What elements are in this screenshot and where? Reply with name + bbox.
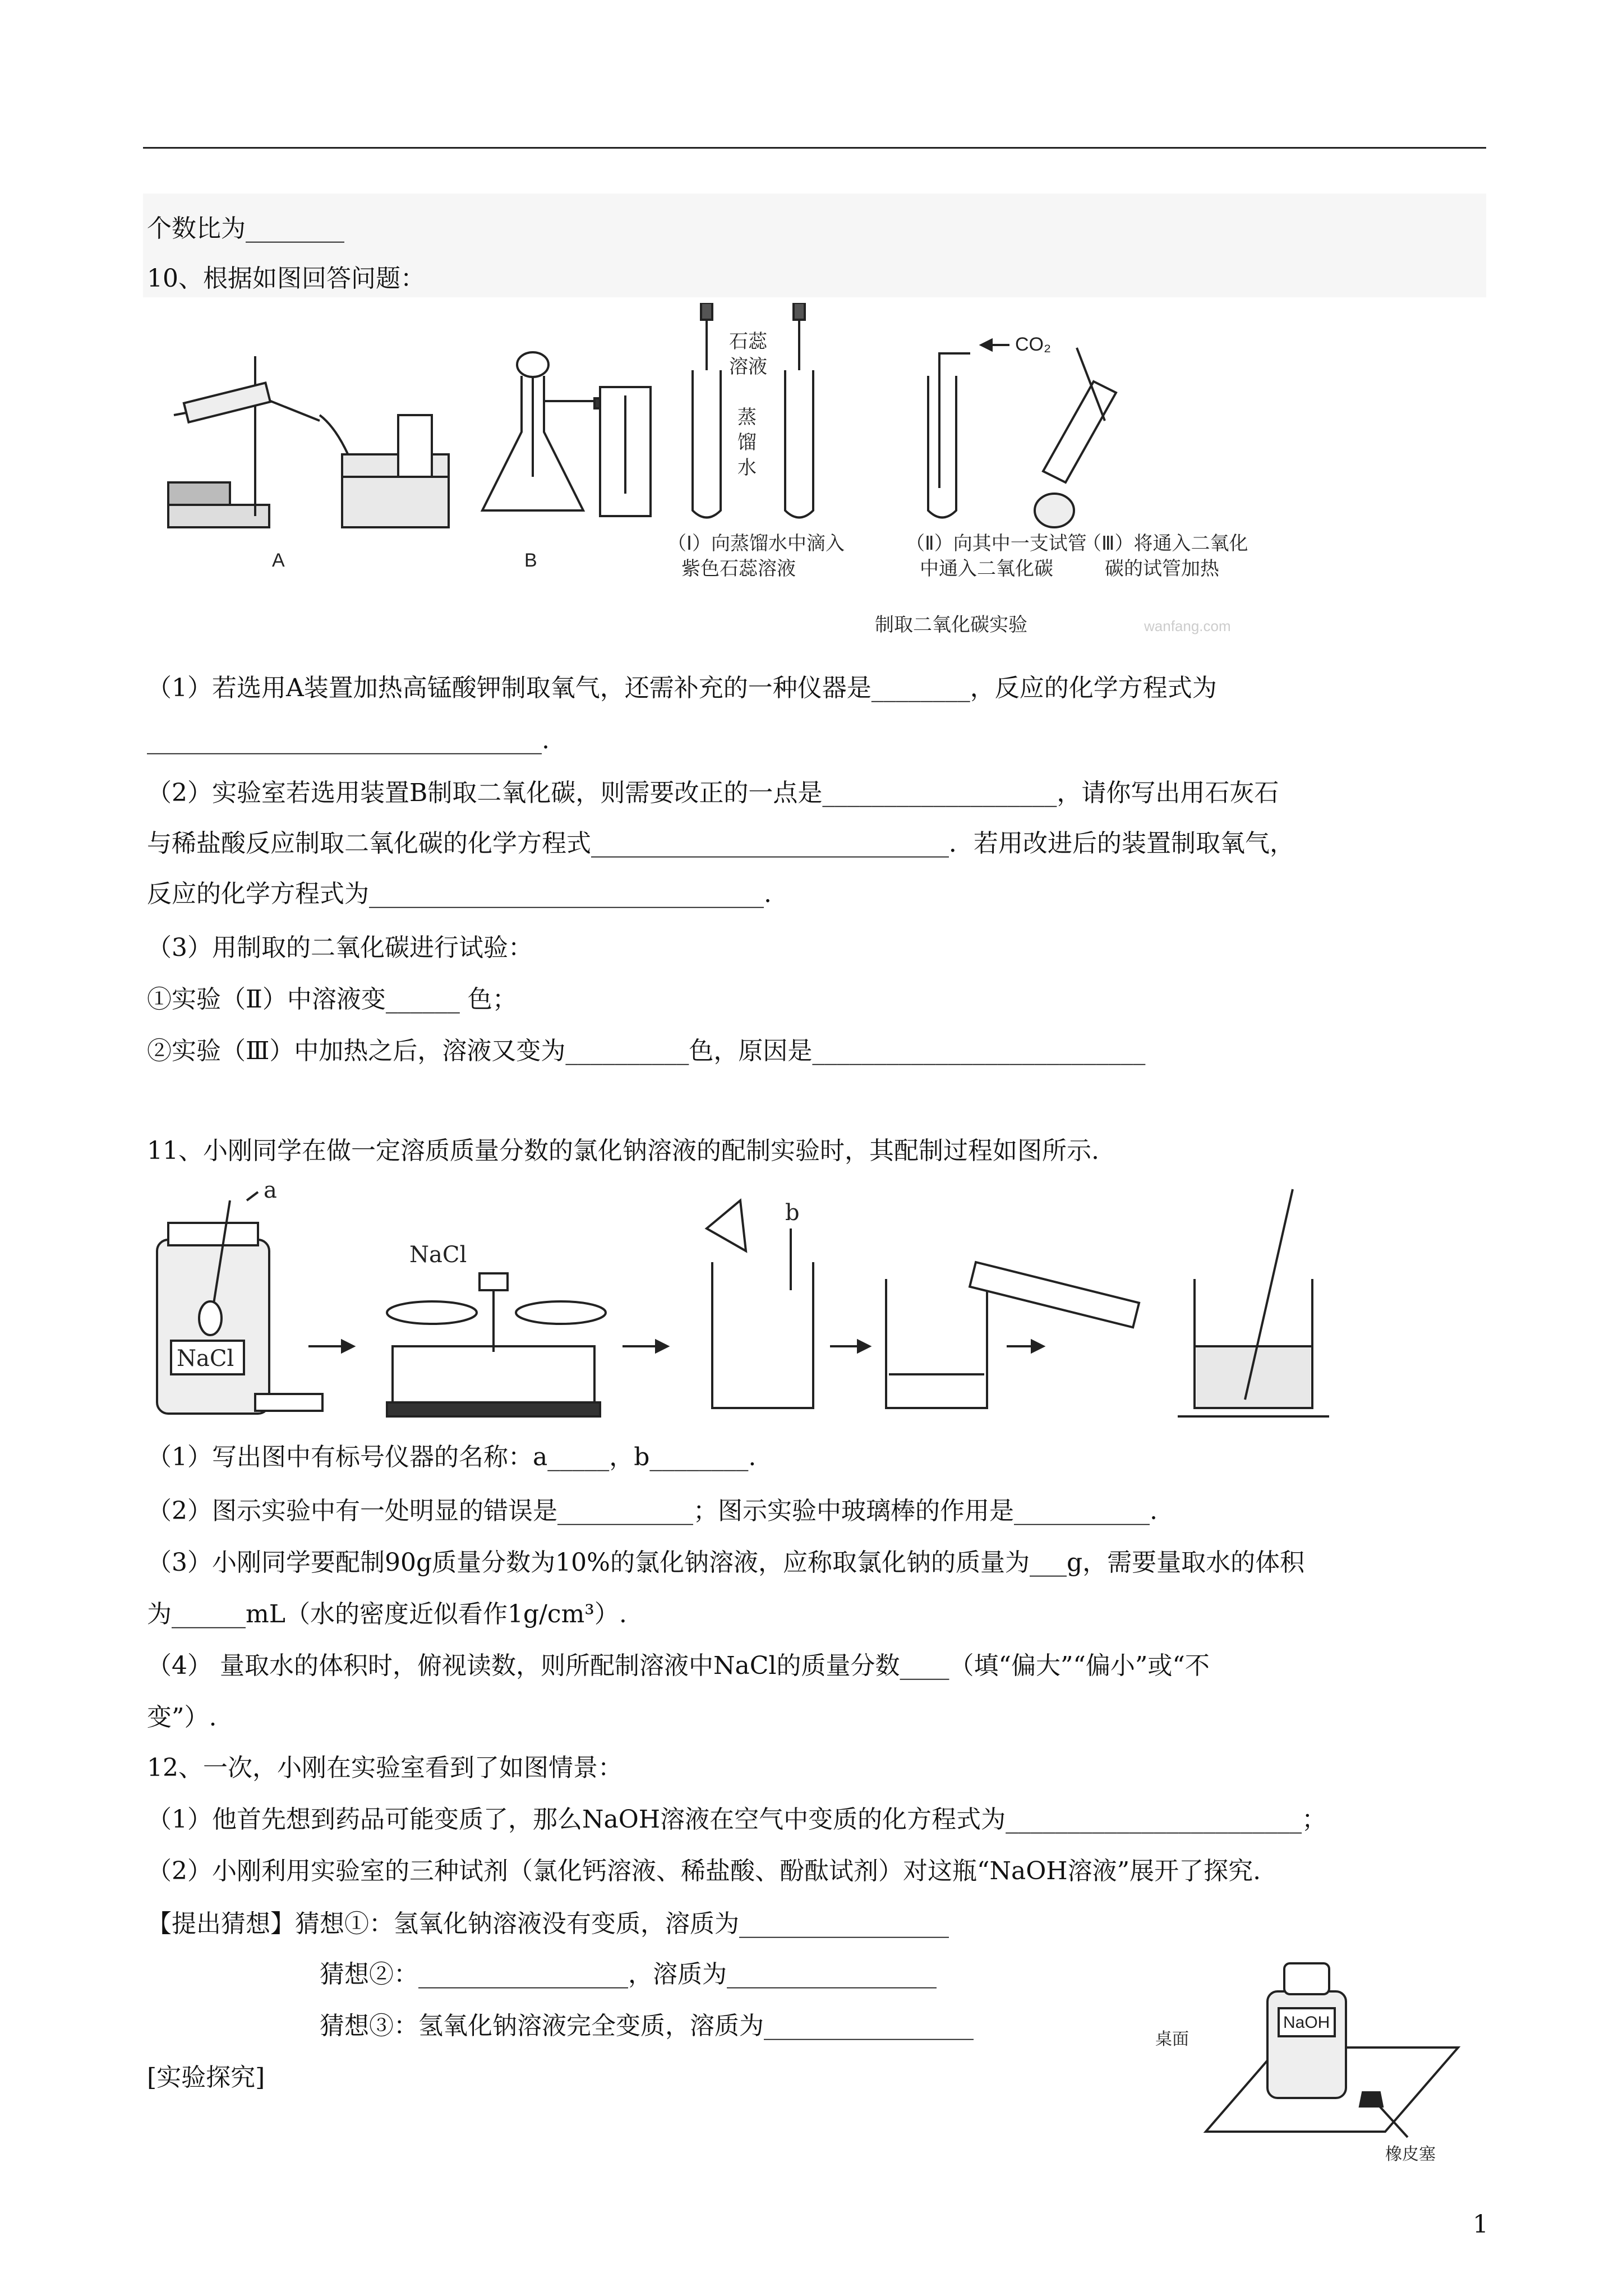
q10-part1-line2: ________________________________. <box>147 726 550 754</box>
water-label-2: 馏 <box>737 432 757 453</box>
water-label-3: 水 <box>737 457 757 478</box>
q10-part2-line3: 反应的化学方程式为________________________________. <box>147 880 772 908</box>
stopper-label: 橡皮塞 <box>1385 2145 1436 2164</box>
q10-part2-line1: （2）实验室若选用装置B制取二氧化碳，则需要改正的一点是___________________，请你写出用石灰石 <box>147 779 1279 807</box>
caption-3-line2: 碳的试管加热 <box>1105 558 1219 579</box>
caption-1-line1: （Ⅰ）向蒸馏水中滴入 <box>667 533 845 554</box>
water-label-1: 蒸 <box>737 407 757 428</box>
q11-part4-line2: 变”）. <box>147 1703 217 1732</box>
q10-part3-a: ①实验（Ⅱ）中溶液变______ 色； <box>147 985 517 1014</box>
q10-part3-title: （3）用制取的二氧化碳进行试验： <box>147 933 533 962</box>
balance-label: NaCl <box>409 1242 467 1268</box>
q11-part1: （1）写出图中有标号仪器的名称：a_____，b________. <box>147 1443 757 1471</box>
hypothesis-1: 【提出猜想】猜想①：氢氧化钠溶液没有变质，溶质为_________________ <box>147 1910 949 1938</box>
figure-title: 制取二氧化碳实验 <box>875 614 1027 636</box>
bottle-label: NaOH <box>1283 2013 1330 2032</box>
question-12-title: 12、一次，小刚在实验室看到了如图情景： <box>147 1754 623 1782</box>
question-11-title: 11、小刚同学在做一定溶质质量分数的氯化钠溶液的配制实验时，其配制过程如图所示. <box>147 1137 1099 1165</box>
q11-part2: （2）图示实验中有一处明显的错误是___________；图示实验中玻璃棒的作用是___________. <box>147 1497 1158 1525</box>
experiment-heading: [实验探究] <box>147 2063 265 2092</box>
text-line: 个数比为________ <box>147 214 344 243</box>
label-a: a <box>264 1178 277 1203</box>
page-number: 1 <box>1473 2210 1488 2239</box>
caption-3-line1: （Ⅲ）将通入二氧化 <box>1082 533 1248 554</box>
q10-part1-line1: （1）若选用A装置加热高锰酸钾制取氧气，还需补充的一种仪器是________，反应的化学方程式为 <box>147 674 1217 702</box>
label-a: A <box>272 550 285 571</box>
q12-part1: （1）他首先想到药品可能变质了，那么NaOH溶液在空气中变质的化方程式为________________________； <box>147 1805 1327 1834</box>
caption-2-line1: （Ⅱ）向其中一支试管 <box>906 533 1087 554</box>
header-rule <box>143 147 1486 149</box>
figure-q10-apparatus <box>151 303 1284 651</box>
figure-q11-solution-prep <box>146 1178 1352 1425</box>
litmus-label-2: 溶液 <box>729 356 767 378</box>
label-b: B <box>524 550 537 571</box>
q10-part2-line2: 与稀盐酸反应制取二氧化碳的化学方程式_____________________________．若用改进后的装置制取氧气， <box>147 829 1294 858</box>
q11-part4-line1: （4） 量取水的体积时，俯视读数，则所配制溶液中NaCl的质量分数____（填“偏大”“偏小”或“不 <box>147 1651 1210 1680</box>
caption-2-line2: 中通入二氧化碳 <box>920 558 1053 579</box>
q10-part3-b: ②实验（Ⅲ）中加热之后，溶液又变为__________色，原因是___________________________ <box>147 1037 1146 1065</box>
hypothesis-2: 猜想②：_________________，溶质为_________________ <box>320 1960 937 1989</box>
caption-1-line2: 紫色石蕊溶液 <box>681 558 796 579</box>
co2-label: CO₂ <box>1015 334 1052 355</box>
watermark: wanfang.com <box>1144 618 1231 634</box>
label-b: b <box>785 1200 800 1226</box>
figure-q12-naoh-bottle <box>1144 1952 1481 2165</box>
q11-part3-line2: 为______mL（水的密度近似看作1g/cm³）. <box>147 1600 627 1628</box>
q12-part2: （2）小刚利用实验室的三种试剂（氯化钙溶液、稀盐酸、酚酞试剂）对这瓶“NaOH溶液”展开了探究. <box>147 1857 1261 1885</box>
desk-label: 桌面 <box>1155 2030 1189 2049</box>
litmus-label-1: 石蕊 <box>729 331 767 352</box>
hypothesis-3: 猜想③：氢氧化钠溶液完全变质，溶质为_________________ <box>320 2012 974 2040</box>
bottle-label: NaCl <box>177 1346 234 1372</box>
q11-part3-line1: （3）小刚同学要配制90g质量分数为10%的氯化钠溶液，应称取氯化钠的质量为___g，需要量取水的体积 <box>147 1548 1305 1577</box>
question-10-title: 10、根据如图回答问题： <box>147 264 425 293</box>
